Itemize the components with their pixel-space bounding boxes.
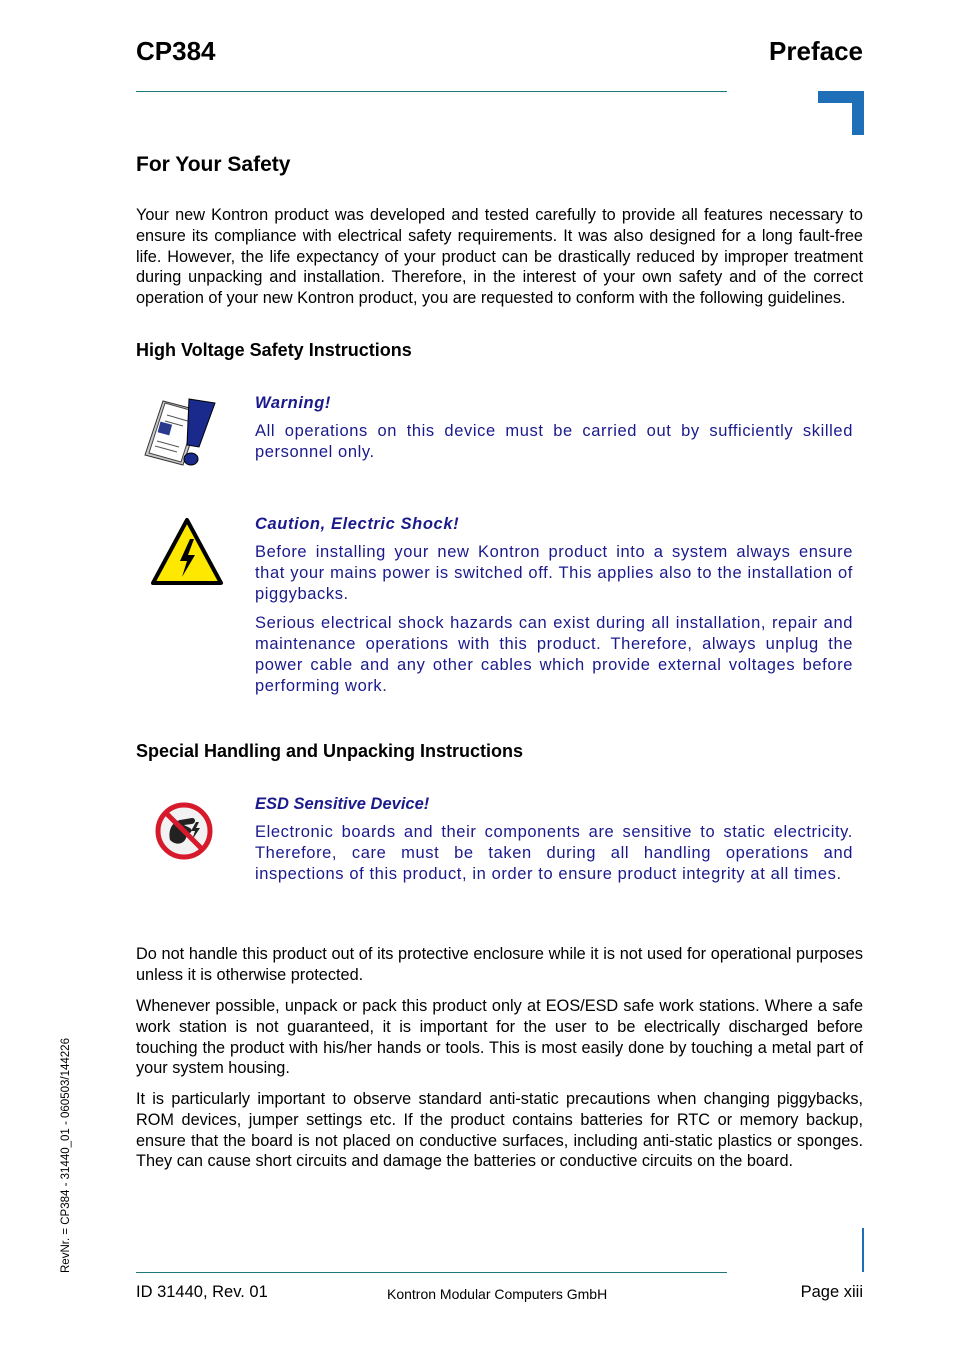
header-chapter: Preface <box>769 36 863 66</box>
footer-company: Kontron Modular Computers GmbH <box>387 1286 608 1302</box>
footer-corner-line <box>862 1228 864 1272</box>
caution-title: Caution, Electric Shock! <box>255 515 460 533</box>
esd-sensitive-icon <box>154 800 214 862</box>
warning-text: All operations on this device must be carried out by sufficiently skilled personnel only. <box>255 422 853 461</box>
revision-note: RevNr. = CP384 - 31440_01 - 060503/144226 <box>60 1038 72 1273</box>
handling-paragraph-1: Do not handle this product out of its protective enclosure while it is not used for operational purposes unless it is otherwise protected. <box>136 945 863 984</box>
esd-text: Electronic boards and their components are sensitive to static electricity. Therefore, care must be taken during all handling operations and inspections of this product, in order to ensure product integrity at all times. <box>255 823 853 883</box>
section-title: For Your Safety <box>136 153 291 176</box>
high-voltage-heading: High Voltage Safety Instructions <box>136 340 412 360</box>
intro-paragraph: Your new Kontron product was developed and tested carefully to provide all features necessary to ensure its compliance with electrical safety requirements. It was also designed for a long fault-free life. However, the life expectancy of your product can be drastically reduced by improper treatment during unpacking and installation. Therefore, in the interest of your own safety and of the correct operation of your new Kontron product, you are requested to conform with the following guidelines. <box>136 206 863 308</box>
footer-document-id: ID 31440, Rev. 01 <box>136 1283 268 1301</box>
warning-note <box>255 394 853 463</box>
special-handling-heading: Special Handling and Unpacking Instructions <box>136 741 524 761</box>
warning-title: Warning! <box>255 394 331 412</box>
footer-rule <box>136 1272 727 1273</box>
esd-title: ESD Sensitive Device! <box>255 795 430 813</box>
electric-shock-icon <box>150 517 224 587</box>
caution-text-2: Serious electrical shock hazards can exist during all installation, repair and maintenance operations with this product. Therefore, always unplug the power cable and any other cables which provide external voltages before performing work. <box>255 614 853 695</box>
caution-text-1: Before installing your new Kontron product into a system always ensure that your mains power is switched off. This applies also to the installation of piggybacks. <box>255 543 853 603</box>
header-rule <box>136 91 727 92</box>
esd-note <box>255 795 853 885</box>
header-product: CP384 <box>136 36 216 66</box>
corner-bracket-icon <box>818 91 864 135</box>
warning-manual-icon <box>143 395 223 473</box>
handling-paragraph-3: It is particularly important to observe standard anti-static precautions when changing piggybacks, ROM devices, jumper settings etc. If the product contains batteries for RTC or memory backup, ensure that the board is not placed on conductive surfaces, including anti-static plastics or sponges. They can cause short circuits and damage the batteries or conductive circuits on the board. <box>136 1090 863 1171</box>
footer-page-number: Page xiii <box>800 1283 863 1301</box>
handling-paragraph-2: Whenever possible, unpack or pack this product only at EOS/ESD safe work stations. Where a safe work station is not guaranteed, it is important for the user to be electrically discharged before touching the product with his/her hands or tools. This is most easily done by touching a metal part of your system housing. <box>136 997 863 1078</box>
caution-note <box>255 515 853 697</box>
